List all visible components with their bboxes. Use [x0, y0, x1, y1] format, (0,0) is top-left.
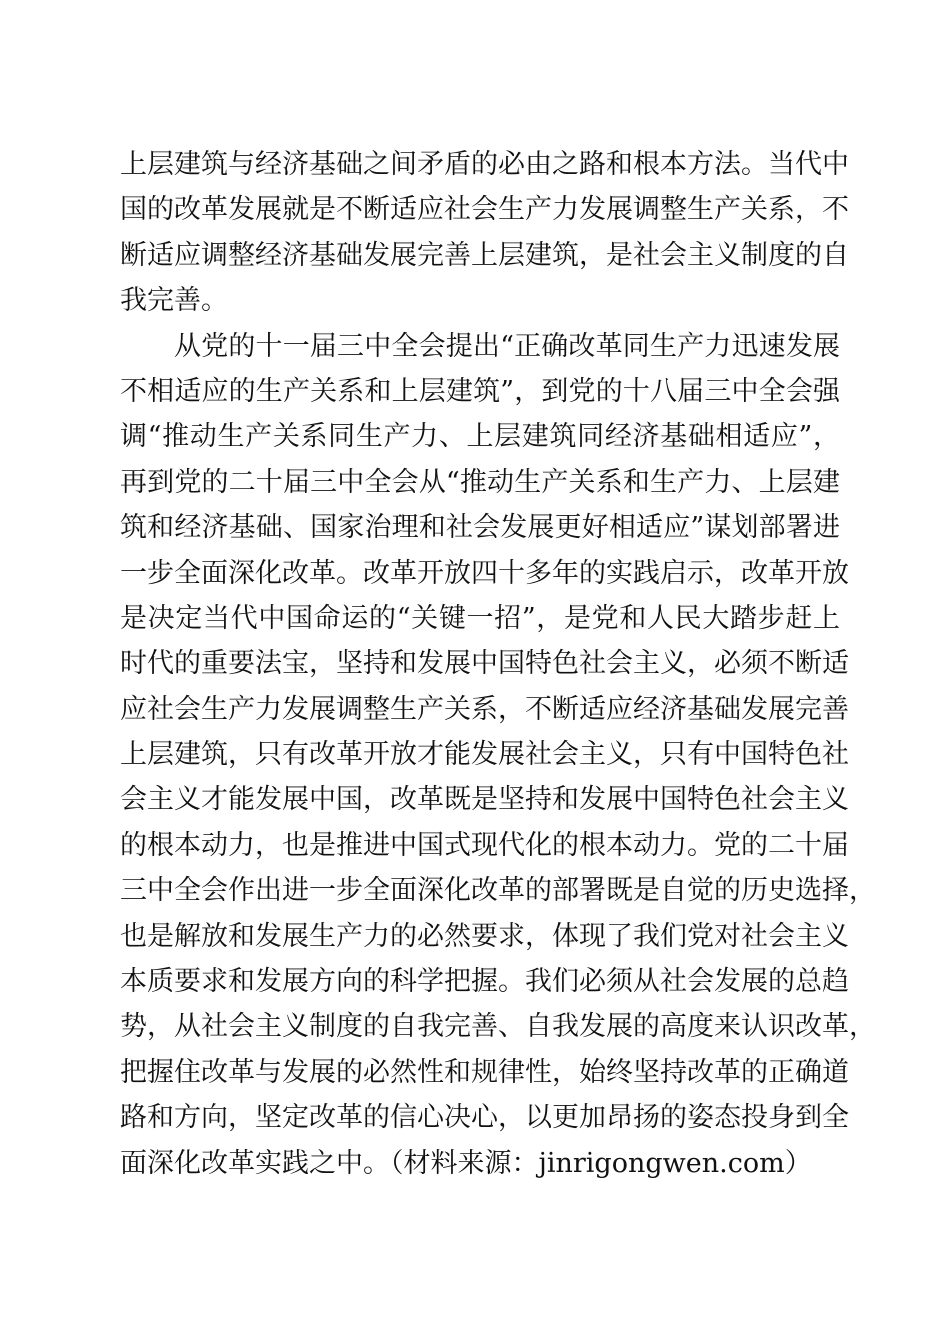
text-line: 应社会生产力发展调整生产关系，不断适应经济基础发展完善	[120, 693, 849, 725]
text-line: 一步全面深化改革。改革开放四十多年的实践启示，改革开放	[120, 557, 849, 589]
text-line: 是决定当代中国命运的“关键一招”，是党和人民大踏步赶上	[120, 602, 840, 634]
text-line: 国的改革发展就是不断适应社会生产力发展调整生产关系，不	[120, 194, 849, 226]
text-line: 把握住改革与发展的必然性和规律性，始终坚持改革的正确道	[120, 1056, 849, 1088]
text-line: 调“推动生产关系同生产力、上层建筑同经济基础相适应”，	[120, 421, 840, 453]
text-line: 我完善。	[120, 285, 228, 317]
text-line: 时代的重要法宝，坚持和发展中国特色社会主义，必须不断适	[120, 648, 849, 680]
text-line: 断适应调整经济基础发展完善上层建筑，是社会主义制度的自	[120, 239, 849, 271]
text-line: 路和方向，坚定改革的信心决心，以更加昂扬的姿态投身到全	[120, 1102, 849, 1134]
paragraph-2	[120, 324, 876, 1186]
text-line: 上层建筑与经济基础之间矛盾的必由之路和根本方法。当代中	[120, 149, 849, 180]
text-line: 的根本动力，也是推进中国式现代化的根本动力。党的二十届	[120, 829, 849, 861]
text-line: 三中全会作出进一步全面深化改革的部署既是自觉的历史选择，	[120, 875, 876, 907]
text-line: 从党的十一届三中全会提出“正确改革同生产力迅速发展	[174, 330, 840, 362]
text-line: 本质要求和发展方向的科学把握。我们必须从社会发展的总趋	[120, 966, 849, 998]
paragraph-1	[120, 142, 849, 324]
text-line: 也是解放和发展生产力的必然要求，体现了我们党对社会主义	[120, 920, 849, 952]
text-line: 会主义才能发展中国，改革既是坚持和发展中国特色社会主义	[120, 784, 849, 816]
text-line: 筑和经济基础、国家治理和社会发展更好相适应”谋划部署进	[120, 512, 840, 544]
text-line: 再到党的二十届三中全会从“推动生产关系和生产力、上层建	[120, 466, 840, 498]
document-body	[120, 142, 876, 1186]
text-line: 上层建筑，只有改革开放才能发展社会主义，只有中国特色社	[120, 739, 849, 771]
text-line: 不相适应的生产关系和上层建筑”，到党的十八届三中全会强	[120, 375, 840, 407]
text-line: 势，从社会主义制度的自我完善、自我发展的高度来认识改革，	[120, 1011, 876, 1043]
text-line-source: 面深化改革实践之中。（材料来源：jinrigongwen.com）	[120, 1147, 812, 1179]
